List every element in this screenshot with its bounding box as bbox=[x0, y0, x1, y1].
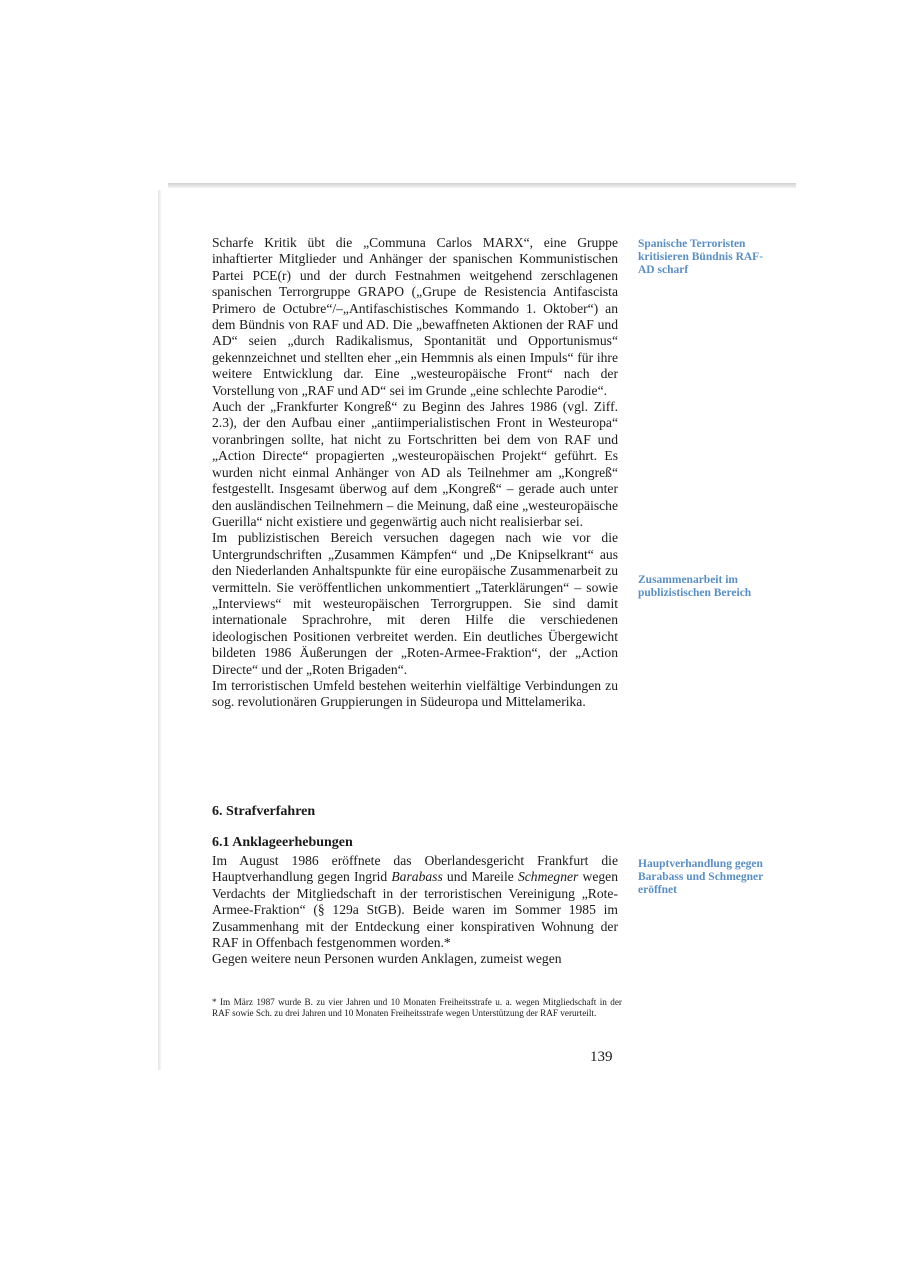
paragraph: Auch der „Frankfurter Kongreß“ zu Beginn des Jahres 1986 (vgl. Ziff. 2.3), der den Aufbau einer „antiimperialistischen Front in Westeuropa“ voranbringen sollte, hat nicht zu Fortschritten bei dem von RAF und „Action Directe“ propagierten „westeuropäischen Projekt“ geführt. Es wurden nicht einmal Anhänger von AD als Teilnehmer am „Kongreß“ festgestellt. Insgesamt überwog auf dem „Kongreß“ – gerade auch unter den ausländischen Teilnehmern – die Meinung, daß eine „westeuropäische Guerilla“ nicht existiere und gegenwärtig auch nicht realisierbar sei. bbox=[212, 399, 618, 529]
paragraph bbox=[212, 853, 618, 951]
margin-note: Hauptverhandlung gegen Barabass und Schmegner eröffnet bbox=[638, 858, 764, 896]
paragraph: Scharfe Kritik übt die „Communa Carlos MARX“, eine Gruppe inhaftierter Mitglieder und Anhänger der spanischen Kommunistischen Partei PCE(r) und der durch Festnahmen weitgehend zerschlagenen spanischen Terrorgruppe GRAPO („Grupe de Resistencia Antifascista Primero de Octubre“/–„Antifaschistisches Kommando 1. Oktober“) an dem Bündnis von RAF und AD. Die „bewaffneten Aktionen der RAF und AD“ seien „durch Radikalismus, Spontanität und Opportunismus“ gekennzeichnet und stellten eher „ein Hemmnis als einen Impuls“ für ihre weitere Entwicklung dar. Eine „westeuropäische Front“ nach der Vorstellung von „RAF und AD“ sei im Grunde „eine schlechte Parodie“. bbox=[212, 235, 618, 398]
subsection-heading: 6.1 Anklageerhebungen bbox=[212, 835, 353, 850]
footnote: * Im März 1987 wurde B. zu vier Jahren und 10 Monaten Freiheitsstrafe u. a. wegen Mitgliedschaft in der RAF sowie Sch. zu drei Jahren und 10 Monaten Freiheitsstrafe wegen Unterstützung der RAF verurteilt. bbox=[212, 997, 622, 1018]
text-run: wegen Verdachts der Mitgliedschaft in der terroristischen Vereinigung „Rote-Armee-Fraktion“ (§ 129a StGB). Beide waren im Sommer 1985 im Zusammenhang mit der Entdeckung einer konspirativen Wohnung der RAF in Offenbach festgenommen worden.* bbox=[212, 869, 618, 951]
margin-note: Spanische Terroristen kritisieren Bündnis RAF-AD scharf bbox=[638, 238, 764, 276]
text-run: Im August 1986 eröffnete das Oberlandesgericht Frankfurt die Hauptverhandlung gegen Ingrid bbox=[212, 853, 618, 885]
body-text-block bbox=[212, 853, 618, 968]
paragraph: Im publizistischen Bereich versuchen dagegen nach wie vor die Untergrundschriften „Zusammen Kämpfen“ und „De Knipselkrant“ aus den Niederlanden Anhaltspunkte für eine europäische Zusammenarbeit zu vermitteln. Sie veröffentlichen unkommentiert „Taterklärungen“ – sowie „Interviews“ mit westeuropäischen Terrorgruppen. Sie sind damit internationale Sprachrohre, mit deren Hilfe die verschiedenen ideologischen Positionen verbreitet werden. Ein deutliches Übergewicht bildeten 1986 Äußerungen der „Roten-Armee-Fraktion“, der „Action Directe“ und der „Roten Brigaden“. bbox=[212, 530, 618, 677]
text-run: und Mareile bbox=[442, 869, 518, 885]
section-heading: 6. Strafverfahren bbox=[212, 804, 316, 819]
person-name: Barabass bbox=[391, 869, 443, 885]
page-number: 139 bbox=[590, 1049, 613, 1065]
page-edge-left bbox=[158, 190, 162, 1070]
paragraph: Im terroristischen Umfeld bestehen weiterhin vielfältige Verbindungen zu sog. revolutionären Gruppierungen in Südeuropa und Mittelamerika. bbox=[212, 677, 618, 710]
person-name: Schmegner bbox=[517, 869, 579, 885]
page-edge-shadow bbox=[168, 183, 796, 188]
paragraph: Gegen weitere neun Personen wurden Anklagen, zumeist wegen bbox=[212, 951, 562, 967]
margin-note: Zusammenarbeit im publizistischen Bereich bbox=[638, 574, 752, 599]
body-text-block bbox=[212, 235, 618, 711]
